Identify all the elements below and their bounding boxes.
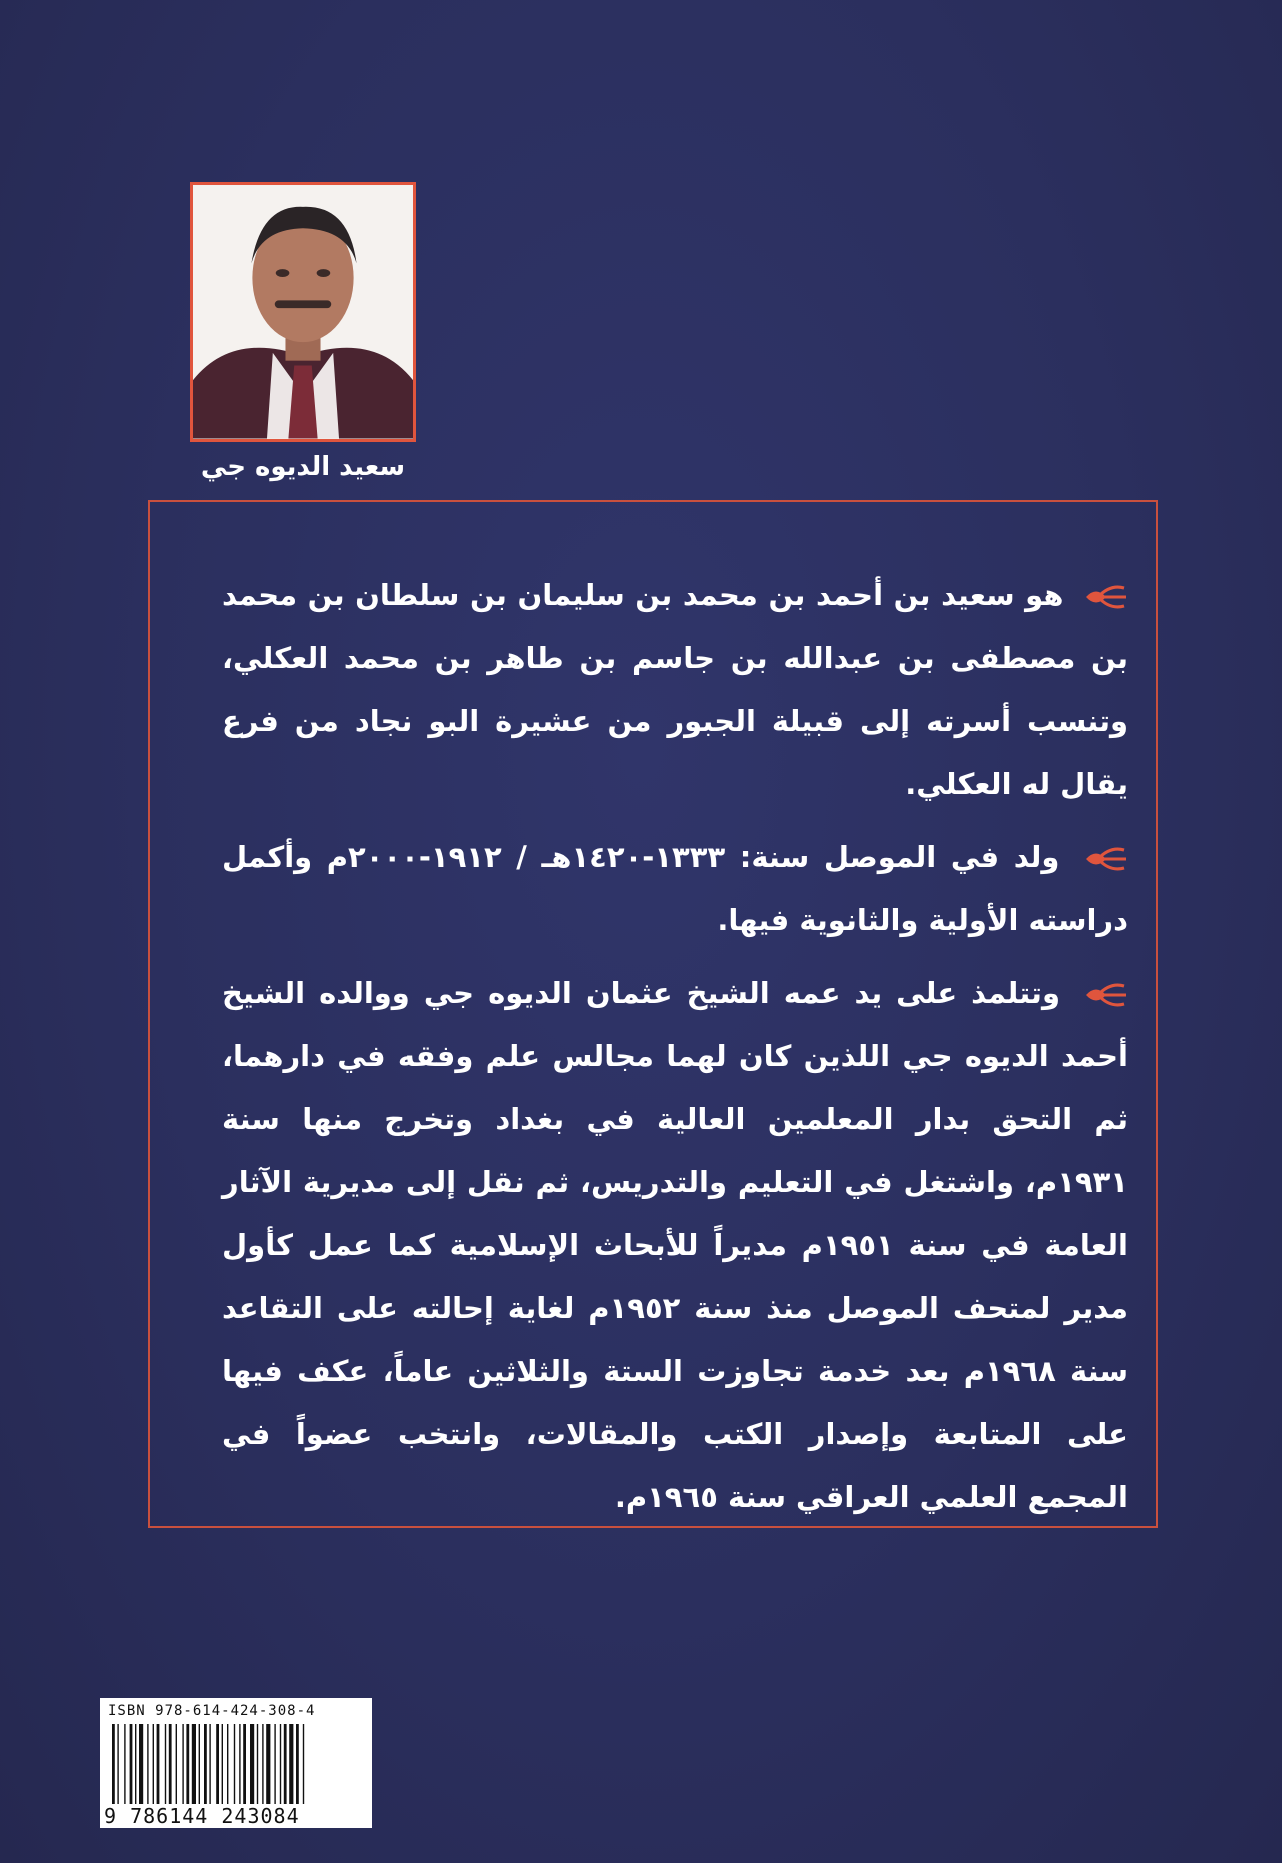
isbn-label: ISBN 978-614-424-308-4: [108, 1703, 316, 1719]
bio-paragraph-1-text: هو سعيد بن أحمد بن محمد بن سليمان بن سلطان بن محمد بن مصطفى بن عبدالله بن جاسم بن طاهر بن محمد العكلي، وتنسب أسرته إلى قبيلة الجبور من عشيرة البو نجاد من فرع يقال له العكلي.: [222, 578, 1128, 801]
ornament-bullet-icon: [1084, 582, 1128, 612]
bio-paragraph-3: [222, 962, 1128, 1529]
isbn-barcode: [100, 1698, 372, 1828]
portrait-image: [193, 185, 413, 439]
author-portrait: [190, 182, 416, 442]
bio-paragraph-2-text: ولد في الموصل سنة: ١٣٣٣-١٤٢٠هـ / ١٩١٢-٢٠٠٠م وأكمل دراسته الأولية والثانوية فيها.: [222, 840, 1128, 937]
barcode-digits: 9 786144 243084: [104, 1804, 300, 1828]
bio-paragraph-3-text: وتتلمذ على يد عمه الشيخ عثمان الديوه جي ووالده الشيخ أحمد الديوه جي اللذين كان لهما مجالس علم وفقه في دارهما، ثم التحق بدار المعلمين العالية في بغداد وتخرج منها سنة ١٩٣١م، واشتغل في التعليم والتدريس، ثم نقل إلى مديرية الآثار العامة في سنة ١٩٥١م مديراً للأبحاث الإسلامية كما عمل كأول مدير لمتحف الموصل منذ سنة ١٩٥٢م لغاية إحالته على التقاعد سنة ١٩٦٨م بعد خدمة تجاوزت الستة والثلاثين عاماً، عكف فيها على المتابعة وإصدار الكتب والمقالات، وانتخب عضواً في المجمع العلمي العراقي سنة ١٩٦٥م.: [222, 976, 1128, 1514]
portrait-caption: سعيد الديوه جي: [200, 452, 406, 482]
ornament-bullet-icon: [1084, 980, 1128, 1010]
bio-paragraph-2: [222, 826, 1128, 952]
bio-paragraph-1: [222, 564, 1128, 816]
barcode-bars: [112, 1724, 364, 1804]
biography: [222, 564, 1128, 1539]
ornament-bullet-icon: [1084, 844, 1128, 874]
